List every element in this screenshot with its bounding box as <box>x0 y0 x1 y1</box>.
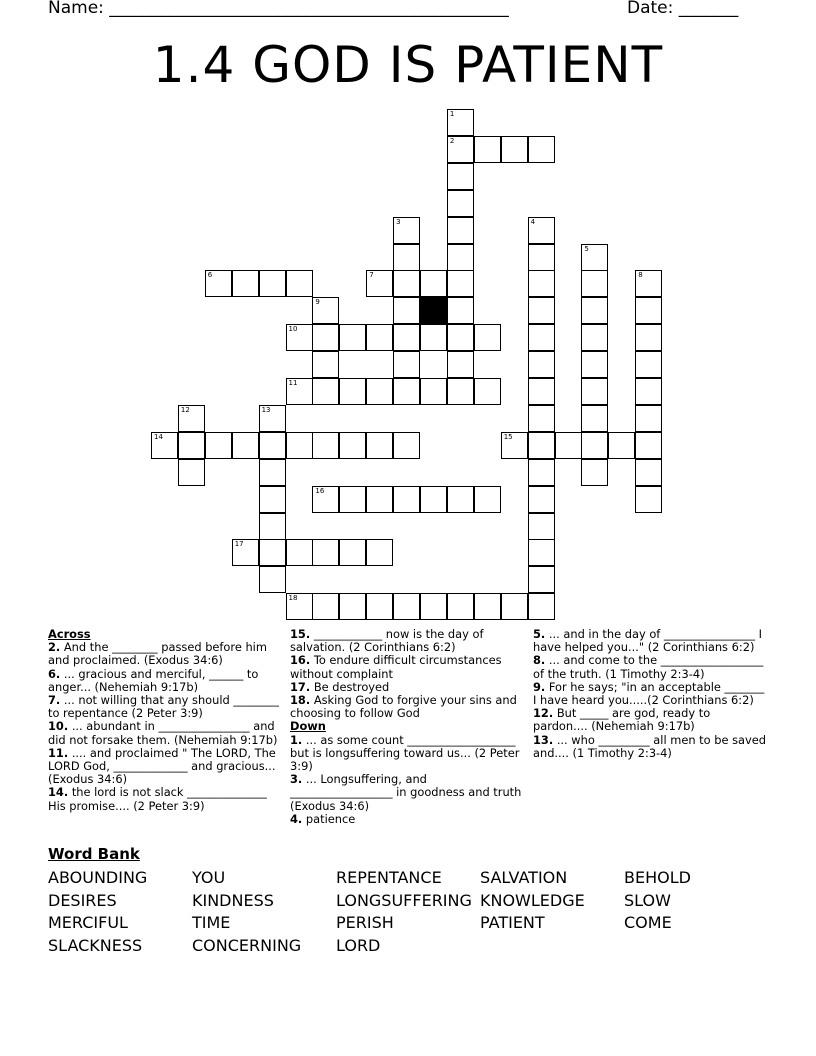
grid-cell[interactable] <box>474 378 501 405</box>
grid-cell[interactable] <box>501 432 528 459</box>
grid-clue-number: 11 <box>288 379 298 387</box>
grid-cell[interactable] <box>501 136 528 163</box>
grid-cell[interactable] <box>447 244 474 271</box>
grid-clue-number: 16 <box>315 486 325 495</box>
grid-clue-number: 4 <box>530 217 536 226</box>
grid-cell[interactable] <box>635 297 662 324</box>
grid-cell[interactable] <box>312 351 339 378</box>
clue-down-12: 12. But _____ are god, ready to pardon.... (Nehemiah 9:17b) <box>533 706 711 734</box>
grid-cell[interactable] <box>339 593 366 620</box>
word-bank-item: ABOUNDING <box>48 868 148 887</box>
grid-cell[interactable] <box>259 405 286 432</box>
grid-cell[interactable] <box>528 405 555 432</box>
grid-cell[interactable] <box>366 486 393 513</box>
grid-clue-number: 6 <box>207 271 213 280</box>
grid-clue-number: 13 <box>261 405 271 414</box>
clues-column-2 <box>290 628 522 826</box>
word-bank-item: DESIRES <box>48 890 117 910</box>
across-heading: Across <box>48 627 91 641</box>
word-bank-item: MERCIFUL <box>48 913 128 932</box>
grid-cell[interactable] <box>286 539 313 566</box>
grid-cell[interactable] <box>339 432 366 459</box>
grid-cell[interactable] <box>178 459 205 486</box>
grid-clue-number: 9 <box>315 298 320 307</box>
grid-cell[interactable] <box>608 432 635 459</box>
clue-across-17: 17. Be destroyed <box>290 679 390 694</box>
grid-cell[interactable] <box>339 324 366 351</box>
grid-cell[interactable] <box>178 432 205 459</box>
grid-cell[interactable] <box>581 378 608 405</box>
grid-cell[interactable] <box>447 136 474 163</box>
word-bank-item: PATIENT <box>480 913 545 932</box>
grid-cell[interactable] <box>205 432 232 459</box>
grid-cell[interactable] <box>232 539 259 566</box>
grid-cell[interactable] <box>528 486 555 513</box>
grid-cell[interactable] <box>474 593 501 620</box>
grid-cell[interactable] <box>312 539 339 566</box>
grid-clue-number: 18 <box>288 594 298 603</box>
clue-down-4: 4. patience <box>290 811 356 826</box>
grid-cell[interactable] <box>286 432 313 459</box>
grid-cell[interactable] <box>366 324 393 351</box>
grid-cell[interactable] <box>312 378 339 405</box>
grid-cell[interactable] <box>447 190 474 217</box>
grid-cell[interactable] <box>528 378 555 405</box>
word-bank-item: KNOWLEDGE <box>480 890 585 910</box>
grid-cell[interactable] <box>420 270 447 297</box>
grid-clue-number: 14 <box>154 432 163 441</box>
grid-cell[interactable] <box>393 486 420 513</box>
grid-cell[interactable] <box>312 432 339 459</box>
grid-clue-number: 3 <box>396 217 401 226</box>
clue-down-9: 9. For he says; "in an acceptable _______ I have heard you.....(2 Corinthians 6:2) <box>533 679 765 708</box>
grid-cell[interactable] <box>393 351 420 378</box>
grid-cell[interactable] <box>635 486 662 513</box>
grid-cell[interactable] <box>339 539 366 566</box>
grid-clue-number: 8 <box>638 271 643 280</box>
grid-cell[interactable] <box>312 486 339 513</box>
grid-cell[interactable] <box>528 539 555 566</box>
grid-cell[interactable] <box>447 324 474 351</box>
grid-cell[interactable] <box>447 378 474 405</box>
grid-clue-number: 15 <box>503 432 513 441</box>
grid-cell[interactable] <box>447 486 474 513</box>
grid-cell[interactable] <box>259 459 286 486</box>
date-field: Date: _______ <box>627 0 739 18</box>
grid-cell[interactable] <box>447 270 474 297</box>
grid-cell[interactable] <box>528 432 555 459</box>
clue-across-7: 7. ... not willing that any should ________ to repentance (2 Peter 3:9) <box>48 693 279 721</box>
grid-cell[interactable] <box>366 270 393 297</box>
word-bank-title: Word Bank <box>48 845 140 863</box>
word-bank-item: COME <box>624 913 672 932</box>
grid-cell[interactable] <box>178 405 205 432</box>
clue-across-6: 6. ... gracious and merciful, ______ to anger... (Nehemiah 9:17b) <box>48 666 259 694</box>
grid-cell[interactable] <box>581 432 608 459</box>
grid-cell[interactable] <box>339 486 366 513</box>
name-field: Name: _______________________________________________ <box>48 0 509 18</box>
grid-cell[interactable] <box>528 270 555 297</box>
word-bank-item: BEHOLD <box>624 868 691 887</box>
word-bank-item: SALVATION <box>480 868 568 887</box>
clue-across-16: 16. To endure difficult circumstances without complaint <box>290 653 502 681</box>
grid-cell[interactable] <box>528 513 555 540</box>
grid-cell[interactable] <box>393 432 420 459</box>
grid-cell[interactable] <box>393 324 420 351</box>
grid-cell[interactable] <box>501 593 528 620</box>
grid-cell[interactable] <box>312 324 339 351</box>
grid-cell[interactable] <box>366 378 393 405</box>
clue-across-15: 15. ____________ now is the day of salvation. (2 Corinthians 6:2) <box>290 627 484 655</box>
grid-cell[interactable] <box>312 297 339 324</box>
grid-cell[interactable] <box>447 217 474 244</box>
clues-column-1 <box>48 628 280 813</box>
clues-column-3 <box>533 628 768 760</box>
word-bank-item: KINDNESS <box>192 890 274 910</box>
clue-across-11: 11. .... and proclaimed " The LORD, The LORD God, _____________ and gracious... (Exodus 34:6) <box>48 745 276 787</box>
grid-cell[interactable] <box>528 459 555 486</box>
grid-cell[interactable] <box>528 244 555 271</box>
grid-cell[interactable] <box>339 378 366 405</box>
grid-cell[interactable] <box>447 351 474 378</box>
grid-cell[interactable] <box>259 486 286 513</box>
grid-cell[interactable] <box>420 378 447 405</box>
grid-cell[interactable] <box>420 486 447 513</box>
word-bank-item: PERISH <box>336 913 394 932</box>
grid-cell[interactable] <box>447 163 474 190</box>
grid-cell[interactable] <box>474 136 501 163</box>
grid-cell[interactable] <box>286 270 313 297</box>
grid-cell[interactable] <box>528 351 555 378</box>
grid-cell[interactable] <box>366 593 393 620</box>
grid-cell[interactable] <box>635 459 662 486</box>
grid-cell[interactable] <box>581 405 608 432</box>
black-square <box>420 297 447 324</box>
clue-down-8: 8. ... and come to the __________________ of the truth. (1 Timothy 2:3-4) <box>533 653 764 681</box>
grid-cell[interactable] <box>286 593 313 620</box>
grid-cell[interactable] <box>312 593 339 620</box>
grid-clue-number: 2 <box>449 136 455 145</box>
word-bank-item: YOU <box>192 868 226 887</box>
grid-cell[interactable] <box>259 539 286 566</box>
clue-down-3: 3. ... Longsuffering, and __________________ in goodness and truth (Exodus 34:6) <box>290 772 522 813</box>
grid-cell[interactable] <box>151 432 178 459</box>
grid-cell[interactable] <box>528 136 555 163</box>
grid-cell[interactable] <box>635 324 662 351</box>
grid-cell[interactable] <box>259 432 286 459</box>
clue-across-14: 14. the lord is not slack ______________ His promise.... (2 Peter 3:9) <box>48 785 267 813</box>
grid-cell[interactable] <box>447 593 474 620</box>
clue-across-18: 18. Asking God to forgive your sins and choosing to follow God <box>290 693 517 721</box>
grid-cell[interactable] <box>555 432 582 459</box>
grid-clue-number: 1 <box>449 110 455 118</box>
clue-down-5: 5. ... and in the day of ________________ I have helped you..." (2 Corinthians 6:2) <box>533 627 763 655</box>
grid-cell[interactable] <box>259 566 286 593</box>
grid-cell[interactable] <box>420 593 447 620</box>
word-bank-item: LORD <box>336 935 381 955</box>
grid-cell[interactable] <box>286 378 313 405</box>
grid-cell[interactable] <box>581 324 608 351</box>
grid-cell[interactable] <box>528 593 555 620</box>
grid-cell[interactable] <box>366 539 393 566</box>
grid-clue-number: 17 <box>234 540 244 549</box>
grid-cell[interactable] <box>581 351 608 378</box>
grid-cell[interactable] <box>581 244 608 271</box>
grid-cell[interactable] <box>259 513 286 540</box>
clue-down-13: 13. ... who _________ all men to be saved and.... (1 Timothy 2:3-4) <box>533 732 766 760</box>
grid-cell[interactable] <box>205 270 232 297</box>
grid-cell[interactable] <box>635 270 662 297</box>
down-heading: Down <box>290 719 326 734</box>
grid-cell[interactable] <box>286 324 313 351</box>
word-bank-item: CONCERNING <box>192 935 302 955</box>
grid-cell[interactable] <box>528 566 555 593</box>
grid-clue-number: 10 <box>288 325 298 334</box>
word-bank-item: LONGSUFFERING <box>336 890 472 910</box>
grid-cell[interactable] <box>635 405 662 432</box>
grid-clue-number: 7 <box>369 271 374 280</box>
grid-cell[interactable] <box>447 109 474 136</box>
grid-cell[interactable] <box>528 324 555 351</box>
clue-across-2: 2. And the ________ passed before him and proclaimed. (Exodus 34:6) <box>48 640 267 668</box>
grid-cell[interactable] <box>581 459 608 486</box>
grid-cell[interactable] <box>581 297 608 324</box>
grid-cell[interactable] <box>393 244 420 271</box>
grid-cell[interactable] <box>528 217 555 244</box>
grid-cell[interactable] <box>232 270 259 297</box>
clue-across-10: 10. ... abundant in ________________ and did not forsake them. (Nehemiah 9:17b) <box>48 719 278 747</box>
word-bank-item: REPENTANCE <box>336 868 442 887</box>
word-bank-item: TIME <box>192 913 231 932</box>
grid-cell[interactable] <box>393 297 420 324</box>
grid-cell[interactable] <box>420 324 447 351</box>
word-bank-item: SLOW <box>624 890 671 910</box>
grid-cell[interactable] <box>581 270 608 297</box>
grid-cell[interactable] <box>474 324 501 351</box>
word-bank-item: SLACKNESS <box>48 935 143 955</box>
grid-cell[interactable] <box>393 378 420 405</box>
grid-cell[interactable] <box>393 270 420 297</box>
page-title: 1.4 GOD IS PATIENT <box>152 36 664 94</box>
clue-down-1: 1. ... as some count ___________________ but is longsuffering toward us... (2 Peter 3:9) <box>290 732 520 774</box>
grid-cell[interactable] <box>366 432 393 459</box>
grid-cell[interactable] <box>393 593 420 620</box>
grid-cell[interactable] <box>393 217 420 244</box>
grid-cell[interactable] <box>232 432 259 459</box>
grid-cell[interactable] <box>528 297 555 324</box>
grid-cell[interactable] <box>635 351 662 378</box>
grid-cell[interactable] <box>447 297 474 324</box>
grid-clue-number: 12 <box>180 405 190 414</box>
grid-cell[interactable] <box>474 486 501 513</box>
grid-clue-number: 5 <box>584 244 589 253</box>
grid-cell[interactable] <box>635 378 662 405</box>
grid-cell[interactable] <box>635 432 662 459</box>
grid-cell[interactable] <box>259 270 286 297</box>
